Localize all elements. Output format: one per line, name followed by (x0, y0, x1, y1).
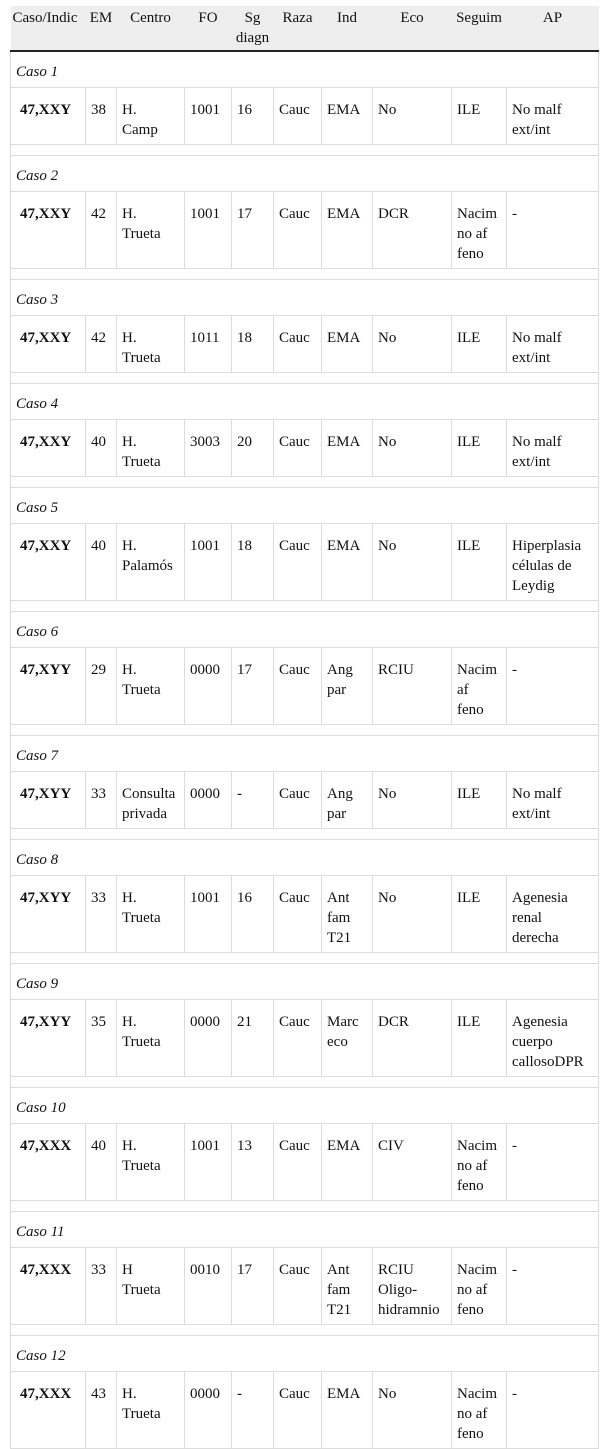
sg-cell: 17 (232, 647, 274, 724)
raza-cell: Cauc (274, 999, 322, 1076)
row-spacer-cell (11, 952, 599, 963)
ind-cell: Ang par (322, 771, 373, 828)
centro-cell: H. Palamós (117, 523, 185, 600)
row-spacer (11, 724, 599, 735)
raza-cell: Cauc (274, 1371, 322, 1448)
header-caso-indic: Caso/Indic (11, 6, 86, 51)
em-cell: 33 (86, 875, 117, 952)
ind-cell: EMA (322, 523, 373, 600)
karyotype-cell: 47,XXX (11, 1123, 86, 1200)
seguim-cell: ILE (452, 87, 507, 144)
ap-cell: Hiperplasia células de Leydig (507, 523, 599, 600)
em-cell: 43 (86, 1371, 117, 1448)
fo-cell: 1001 (185, 875, 232, 952)
eco-cell: DCR (373, 999, 452, 1076)
eco-cell: No (373, 875, 452, 952)
seguim-cell: Nacim no af feno (452, 1371, 507, 1448)
case-title: Caso 10 (11, 1087, 599, 1123)
em-cell: 33 (86, 1247, 117, 1324)
eco-cell: RCIU Oligo- hidramnio (373, 1247, 452, 1324)
sg-cell: 17 (232, 191, 274, 268)
centro-cell: H Trueta (117, 1247, 185, 1324)
ind-cell: EMA (322, 87, 373, 144)
case-title: Caso 9 (11, 963, 599, 999)
table-row (11, 1123, 599, 1200)
em-cell: 40 (86, 1123, 117, 1200)
table-row (11, 419, 599, 476)
eco-cell: No (373, 87, 452, 144)
sg-cell: - (232, 1371, 274, 1448)
em-cell: 40 (86, 523, 117, 600)
case-title-row (11, 1335, 599, 1371)
sg-cell: 17 (232, 1247, 274, 1324)
header-eco: Eco (373, 6, 452, 51)
eco-cell: No (373, 419, 452, 476)
header-sg-diagn (232, 6, 274, 51)
row-spacer-cell (11, 372, 599, 383)
header-seguim: Seguim (452, 6, 507, 51)
raza-cell: Cauc (274, 1247, 322, 1324)
row-spacer (11, 1076, 599, 1087)
row-spacer-cell (11, 1076, 599, 1087)
row-spacer-cell (11, 1200, 599, 1211)
header-raza: Raza (274, 6, 322, 51)
raza-cell: Cauc (274, 523, 322, 600)
seguim-cell: ILE (452, 523, 507, 600)
case-title-row (11, 611, 599, 647)
table-row (11, 315, 599, 372)
em-cell: 42 (86, 315, 117, 372)
ap-cell: - (507, 191, 599, 268)
karyotype-cell: 47,XXY (11, 191, 86, 268)
case-title-row (11, 1211, 599, 1247)
case-title-row (11, 963, 599, 999)
seguim-cell: ILE (452, 419, 507, 476)
ap-cell: Agenesia renal derecha (507, 875, 599, 952)
table-row (11, 771, 599, 828)
case-title-row (11, 155, 599, 191)
sg-cell: 21 (232, 999, 274, 1076)
row-spacer-cell (11, 828, 599, 839)
case-title-row (11, 735, 599, 771)
centro-cell: H. Trueta (117, 191, 185, 268)
row-spacer-cell (11, 1324, 599, 1335)
eco-cell: No (373, 771, 452, 828)
em-cell: 35 (86, 999, 117, 1076)
fo-cell: 3003 (185, 419, 232, 476)
header-ind: Ind (322, 6, 373, 51)
row-spacer-cell (11, 144, 599, 155)
case-title-row (11, 51, 599, 87)
karyotype-cell: 47,XXY (11, 315, 86, 372)
header-em: EM (86, 6, 117, 51)
ind-cell: EMA (322, 191, 373, 268)
table-body (11, 51, 599, 1448)
fo-cell: 1001 (185, 523, 232, 600)
case-title-row (11, 487, 599, 523)
eco-cell: No (373, 315, 452, 372)
case-title: Caso 3 (11, 279, 599, 315)
case-title-row (11, 1087, 599, 1123)
case-title: Caso 8 (11, 839, 599, 875)
table-container (10, 6, 598, 1449)
centro-cell: H. Trueta (117, 875, 185, 952)
row-spacer (11, 268, 599, 279)
seguim-cell: Nacim no af feno (452, 191, 507, 268)
table-row (11, 647, 599, 724)
ap-cell: - (507, 1371, 599, 1448)
raza-cell: Cauc (274, 315, 322, 372)
ap-cell: - (507, 1123, 599, 1200)
fo-cell: 1001 (185, 191, 232, 268)
centro-cell: H. Trueta (117, 1123, 185, 1200)
row-spacer (11, 828, 599, 839)
karyotype-cell: 47,XXY (11, 419, 86, 476)
karyotype-cell: 47,XYY (11, 647, 86, 724)
header-ap: AP (507, 6, 599, 51)
row-spacer (11, 476, 599, 487)
row-spacer (11, 1200, 599, 1211)
eco-cell: CIV (373, 1123, 452, 1200)
ind-cell: EMA (322, 419, 373, 476)
sg-cell: 18 (232, 523, 274, 600)
sg-cell: - (232, 771, 274, 828)
raza-cell: Cauc (274, 419, 322, 476)
ind-cell: EMA (322, 1123, 373, 1200)
seguim-cell: Nacim no af feno (452, 1123, 507, 1200)
seguim-cell: ILE (452, 771, 507, 828)
ind-cell: Ang par (322, 647, 373, 724)
case-title: Caso 11 (11, 1211, 599, 1247)
ind-cell: Ant fam T21 (322, 1247, 373, 1324)
raza-cell: Cauc (274, 647, 322, 724)
karyotype-cell: 47,XXX (11, 1371, 86, 1448)
centro-cell: H. Trueta (117, 315, 185, 372)
case-title: Caso 6 (11, 611, 599, 647)
em-cell: 33 (86, 771, 117, 828)
ap-cell: No malf ext/int (507, 315, 599, 372)
centro-cell: H. Trueta (117, 647, 185, 724)
case-title-row (11, 279, 599, 315)
fo-cell: 0010 (185, 1247, 232, 1324)
case-title: Caso 2 (11, 155, 599, 191)
centro-cell: H. Trueta (117, 419, 185, 476)
table-row (11, 523, 599, 600)
sg-cell: 16 (232, 875, 274, 952)
table-row (11, 87, 599, 144)
seguim-cell: Nacim af feno (452, 647, 507, 724)
centro-cell: H. Trueta (117, 1371, 185, 1448)
table-row (11, 999, 599, 1076)
ap-cell: - (507, 1247, 599, 1324)
case-title: Caso 1 (11, 51, 599, 87)
fo-cell: 0000 (185, 1371, 232, 1448)
ap-cell: - (507, 647, 599, 724)
seguim-cell: ILE (452, 315, 507, 372)
header-fo: FO (185, 6, 232, 51)
header-sg-diagn-label: Sg diagn (235, 10, 270, 46)
seguim-cell: ILE (452, 875, 507, 952)
row-spacer-cell (11, 268, 599, 279)
centro-cell: H. Camp (117, 87, 185, 144)
table-row (11, 1247, 599, 1324)
raza-cell: Cauc (274, 875, 322, 952)
cases-table (10, 6, 599, 1449)
row-spacer-cell (11, 476, 599, 487)
karyotype-cell: 47,XXY (11, 87, 86, 144)
fo-cell: 0000 (185, 647, 232, 724)
raza-cell: Cauc (274, 191, 322, 268)
sg-cell: 18 (232, 315, 274, 372)
ap-cell: No malf ext/int (507, 771, 599, 828)
fo-cell: 0000 (185, 771, 232, 828)
karyotype-cell: 47,XYY (11, 999, 86, 1076)
fo-cell: 0000 (185, 999, 232, 1076)
table-row (11, 875, 599, 952)
raza-cell: Cauc (274, 87, 322, 144)
case-title: Caso 5 (11, 487, 599, 523)
row-spacer (11, 144, 599, 155)
fo-cell: 1001 (185, 1123, 232, 1200)
header-row (11, 6, 599, 51)
row-spacer-cell (11, 600, 599, 611)
sg-cell: 13 (232, 1123, 274, 1200)
fo-cell: 1011 (185, 315, 232, 372)
em-cell: 38 (86, 87, 117, 144)
eco-cell: No (373, 1371, 452, 1448)
em-cell: 29 (86, 647, 117, 724)
sg-cell: 20 (232, 419, 274, 476)
row-spacer (11, 600, 599, 611)
ind-cell: EMA (322, 315, 373, 372)
raza-cell: Cauc (274, 771, 322, 828)
eco-cell: DCR (373, 191, 452, 268)
case-title-row (11, 383, 599, 419)
ap-cell: No malf ext/int (507, 419, 599, 476)
karyotype-cell: 47,XXY (11, 523, 86, 600)
row-spacer-cell (11, 724, 599, 735)
ap-cell: No malf ext/int (507, 87, 599, 144)
centro-cell: H. Trueta (117, 999, 185, 1076)
case-title: Caso 4 (11, 383, 599, 419)
karyotype-cell: 47,XYY (11, 771, 86, 828)
row-spacer (11, 1324, 599, 1335)
fo-cell: 1001 (185, 87, 232, 144)
eco-cell: No (373, 523, 452, 600)
table-row (11, 1371, 599, 1448)
case-title: Caso 7 (11, 735, 599, 771)
case-title: Caso 12 (11, 1335, 599, 1371)
karyotype-cell: 47,XXX (11, 1247, 86, 1324)
table-row (11, 191, 599, 268)
centro-cell: Consulta privada (117, 771, 185, 828)
eco-cell: RCIU (373, 647, 452, 724)
row-spacer (11, 952, 599, 963)
karyotype-cell: 47,XYY (11, 875, 86, 952)
ind-cell: EMA (322, 1371, 373, 1448)
raza-cell: Cauc (274, 1123, 322, 1200)
ind-cell: Marc eco (322, 999, 373, 1076)
ind-cell: Ant fam T21 (322, 875, 373, 952)
seguim-cell: Nacim no af feno (452, 1247, 507, 1324)
em-cell: 42 (86, 191, 117, 268)
row-spacer (11, 372, 599, 383)
header-centro: Centro (117, 6, 185, 51)
ap-cell: Agenesia cuerpo callosoDPR (507, 999, 599, 1076)
case-title-row (11, 839, 599, 875)
seguim-cell: ILE (452, 999, 507, 1076)
sg-cell: 16 (232, 87, 274, 144)
em-cell: 40 (86, 419, 117, 476)
